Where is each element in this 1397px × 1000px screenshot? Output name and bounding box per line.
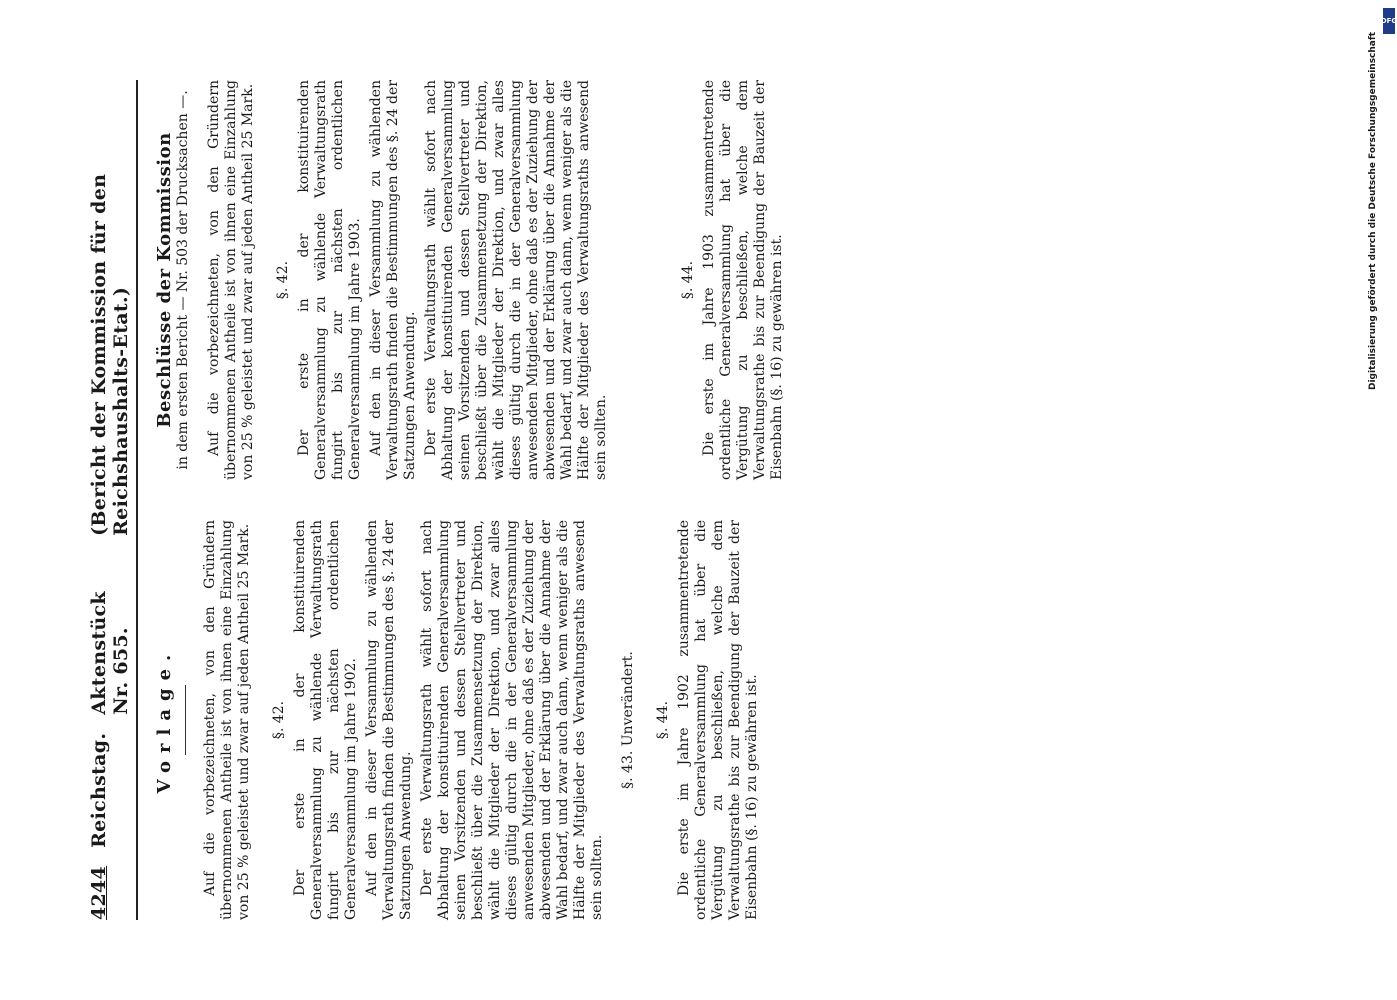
side-note-text: Digitalisierung gefördert durch die Deutsche Forschungsgemeinschaft xyxy=(1368,31,1378,390)
right-s42-p1: Der erste in der konstituirenden Generalversammlung zu wählende Verwaltungsrath fungirt bis zur nächsten ordentlichen Generalversammlung im Jahre 1903. xyxy=(296,80,363,480)
side-note xyxy=(1360,0,1390,1000)
left-s42-p2: Auf den in dieser Versammlung zu wählenden Verwaltungsrath finden die Bestimmungen des §. 24 der Satzungen Anwendung. xyxy=(364,520,414,920)
right-column xyxy=(150,80,790,480)
page-content xyxy=(88,80,790,920)
s43-unchanged: §. 43. Unverändert. xyxy=(620,651,636,789)
left-s44-p1: Die erste im Jahre 1902 zusammentretende ordentliche Generalversammlung hat über die Vergütung zu beschließen, welche dem Verwaltungsrathe bis zur Beendigung der Bauzeit der Eisenbahn (§. 16) zu gewähren ist. xyxy=(676,520,760,920)
right-s42-p2: Auf den in dieser Versammlung zu wählenden Verwaltungsrath finden die Bestimmungen des §. 24 der Satzungen Anwendung. xyxy=(368,80,418,480)
left-column xyxy=(150,520,790,920)
right-title: Beschlüsse der Kommission xyxy=(154,132,175,428)
two-columns xyxy=(150,80,790,920)
page-number: 4244 xyxy=(88,865,110,920)
header-doc: Aktenstück Nr. 655. xyxy=(88,591,132,715)
right-s42-p3: Der erste Verwaltungsrath wählt sofort nach Abhaltung der konstituirenden Generalversammlung seinen Vorsitzenden und dessen Stellvertreter und beschließt über die Zusammensetzung der Direktion, wählt die Mitglieder der Direktion, und zwar alles dieses gültig durch die in der Generalversammlung anwesenden Mitglieder, ohne daß es der Zuziehung der abwesenden und der Erklärung über die Annahme der Wahl bedarf, und zwar auch dann, wenn weniger als die Hälfte der Mitglieder des Verwaltungsraths anwesend sein sollten. xyxy=(423,80,609,480)
right-s42: §. 42. xyxy=(275,260,291,300)
right-s44-p1: Die erste im Jahre 1903 zusammentretende ordentliche Generalversammlung hat über die Vergütung zu beschließen, welche dem Verwaltungsrathe bis zur Beendigung der Bauzeit der Eisenbahn (§. 16) zu gewähren ist. xyxy=(701,80,785,480)
left-title: Vorlage. xyxy=(154,646,175,794)
dfg-logo: DFG xyxy=(1383,8,1395,34)
left-p1: Auf die vorbezeichneten, von den Gründern übernommenen Antheile ist von ihnen eine Einzahlung von 25 % geleistet und zwar auf jeden Antheil 25 Mark. xyxy=(202,520,252,920)
right-s44: §. 44. xyxy=(680,260,696,300)
divider xyxy=(185,685,186,755)
page-header xyxy=(88,80,138,920)
left-s42-p3: Der erste Verwaltungsrath wählt sofort nach Abhaltung der konstituirenden Generalversammlung seinen Vorsitzenden und dessen Stellvertreter und beschließt über die Zusammensetzung der Direktion, wählt die Mitglieder der Direktion, und zwar alles dieses gültig durch die in der Generalversammlung anwesenden Mitglieder, ohne daß es der Zuziehung der abwesenden und der Erklärung über die Annahme der Wahl bedarf, und zwar auch dann, wenn weniger als die Hälfte der Mitglieder des Verwaltungsraths anwesend sein sollten. xyxy=(419,520,605,920)
left-s44: §. 44. xyxy=(655,700,671,740)
right-p1: Auf die vorbezeichneten, von den Gründern übernommenen Antheile ist von ihnen eine Einzahlung von 25 % geleistet und zwar auf jeden Antheil 25 Mark. xyxy=(206,80,256,480)
header-title: (Bericht der Kommission für den Reichshaushalts-Etat.) xyxy=(88,173,132,536)
header-source: Reichstag. xyxy=(88,732,110,848)
left-s42: §. 42. xyxy=(271,700,287,740)
left-s42-p1: Der erste in der konstituirenden Generalversammlung zu wählende Verwaltungsrath fungirt bis zur nächsten ordentlichen Generalversammlung im Jahre 1902. xyxy=(292,520,359,920)
right-subtitle: in dem ersten Bericht — Nr. 503 der Drucksachen —. xyxy=(175,90,191,470)
